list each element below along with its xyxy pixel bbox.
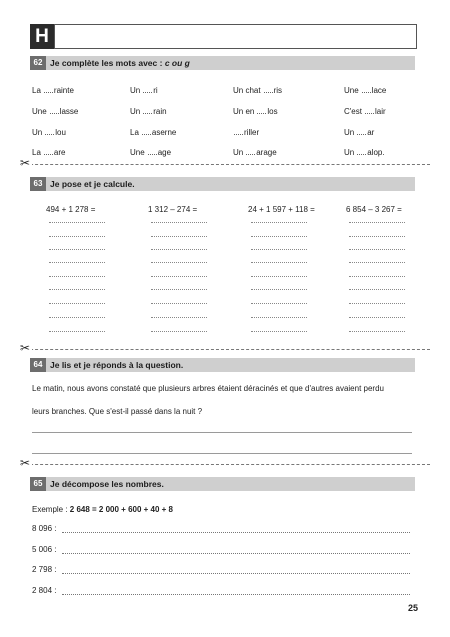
word-item	[233, 128, 259, 137]
blank-field[interactable]	[357, 148, 366, 155]
operation-label: 24 + 1 597 + 118 =	[248, 205, 315, 214]
operation-label: 494 + 1 278 =	[46, 205, 96, 214]
blank-field[interactable]	[45, 128, 54, 135]
word-prefix: Une	[130, 148, 145, 157]
work-line[interactable]	[349, 303, 405, 304]
word-suffix: age	[157, 148, 172, 157]
work-line[interactable]	[49, 303, 105, 304]
word-suffix: ar	[367, 128, 375, 137]
exercise-65-header	[30, 477, 415, 491]
number-label: 8 096 :	[32, 524, 57, 533]
exercise-number: 64	[30, 358, 46, 372]
scissors-icon: ✂	[20, 456, 31, 470]
word-suffix: rainte	[53, 86, 74, 95]
word-prefix: La	[130, 128, 139, 137]
scissors-icon: ✂	[20, 341, 31, 355]
number-label: 2 798 :	[32, 565, 57, 574]
answer-line[interactable]	[62, 532, 410, 533]
blank-field[interactable]	[357, 128, 366, 135]
question-text-line-2: leurs branches. Que s'est-il passé dans la nuit ?	[32, 407, 203, 416]
word-suffix: rain	[153, 107, 167, 116]
exercise-title: Je décompose les nombres.	[50, 479, 164, 489]
word-suffix: lou	[55, 128, 66, 137]
operation-label: 1 312 – 274 =	[148, 205, 198, 214]
exercise-number: 65	[30, 477, 46, 491]
work-line[interactable]	[349, 289, 405, 290]
work-line[interactable]	[251, 289, 307, 290]
answer-line[interactable]	[62, 594, 410, 595]
work-line[interactable]	[49, 262, 105, 263]
number-label: 5 006 :	[32, 545, 57, 554]
example-label: Exemple :	[32, 505, 70, 514]
work-line[interactable]	[251, 222, 307, 223]
word-suffix: lair	[374, 107, 386, 116]
word-suffix: lace	[371, 86, 387, 95]
blank-field[interactable]	[148, 148, 157, 155]
scissors-icon: ✂	[20, 156, 31, 170]
word-item	[32, 86, 74, 95]
work-line[interactable]	[151, 331, 207, 332]
work-line[interactable]	[49, 331, 105, 332]
work-line[interactable]	[251, 331, 307, 332]
work-line[interactable]	[349, 262, 405, 263]
word-item	[130, 107, 167, 116]
word-prefix: La	[32, 148, 41, 157]
exercise-title: Je lis et je réponds à la question.	[50, 360, 184, 370]
word-suffix: riller	[244, 128, 260, 137]
word-item	[32, 128, 66, 137]
example-line	[32, 505, 173, 514]
word-item	[130, 86, 158, 95]
word-item	[233, 86, 282, 95]
blank-field[interactable]	[365, 107, 374, 114]
work-line[interactable]	[251, 303, 307, 304]
title-letters: c ou g	[164, 58, 190, 68]
work-line[interactable]	[251, 317, 307, 318]
work-line[interactable]	[251, 262, 307, 263]
word-prefix: Un	[130, 107, 141, 116]
word-item	[344, 86, 386, 95]
question-text-line-1: Le matin, nous avons constaté que plusieurs arbres étaient déracinés et que d'autres avaient perdu	[32, 384, 384, 393]
work-line[interactable]	[349, 236, 405, 237]
word-item	[130, 148, 171, 157]
work-line[interactable]	[151, 317, 207, 318]
work-line[interactable]	[349, 331, 405, 332]
work-line[interactable]	[151, 249, 207, 250]
word-suffix: los	[267, 107, 278, 116]
example-value: 2 648 = 2 000 + 600 + 40 + 8	[69, 505, 173, 514]
word-prefix: Un	[344, 128, 355, 137]
work-line[interactable]	[49, 317, 105, 318]
section-letter-badge: H	[30, 24, 54, 49]
word-item	[344, 107, 386, 116]
blank-field[interactable]	[362, 86, 371, 93]
work-line[interactable]	[349, 317, 405, 318]
word-prefix: Un	[233, 148, 244, 157]
word-suffix: ri	[153, 86, 158, 95]
word-prefix: Une	[32, 107, 47, 116]
answer-line[interactable]	[62, 553, 410, 554]
word-suffix: aserne	[151, 128, 177, 137]
work-line[interactable]	[151, 303, 207, 304]
word-prefix: Une	[344, 86, 359, 95]
word-suffix: lasse	[59, 107, 79, 116]
blank-field[interactable]	[257, 107, 266, 114]
work-line[interactable]	[349, 276, 405, 277]
work-line[interactable]	[151, 262, 207, 263]
word-suffix: alop.	[367, 148, 385, 157]
exercise-number: 62	[30, 56, 46, 70]
work-line[interactable]	[151, 236, 207, 237]
word-item	[344, 148, 385, 157]
work-line[interactable]	[251, 249, 307, 250]
word-item	[32, 148, 65, 157]
word-prefix: C'est	[344, 107, 362, 116]
word-item	[130, 128, 176, 137]
blank-field[interactable]	[44, 86, 53, 93]
work-line[interactable]	[151, 222, 207, 223]
number-label: 2 804 :	[32, 586, 57, 595]
exercise-number: 63	[30, 177, 46, 191]
answer-line[interactable]	[62, 573, 410, 574]
word-suffix: arage	[256, 148, 277, 157]
word-prefix: Un	[344, 148, 355, 157]
work-line[interactable]	[49, 276, 105, 277]
word-prefix: Un	[130, 86, 141, 95]
word-item	[32, 107, 78, 116]
section-header-box	[54, 24, 417, 49]
work-line[interactable]	[151, 276, 207, 277]
exercise-62-header	[30, 56, 415, 70]
work-line[interactable]	[49, 289, 105, 290]
work-line[interactable]	[349, 249, 405, 250]
blank-field[interactable]	[50, 107, 59, 114]
cut-line	[20, 349, 430, 350]
word-prefix: Un en	[233, 107, 255, 116]
blank-field[interactable]	[142, 128, 151, 135]
cut-line	[20, 464, 430, 465]
blank-field[interactable]	[234, 128, 243, 135]
blank-field[interactable]	[246, 148, 255, 155]
word-prefix: La	[32, 86, 41, 95]
exercise-64-header	[30, 358, 415, 372]
blank-field[interactable]	[44, 148, 53, 155]
work-line[interactable]	[49, 222, 105, 223]
word-suffix: ris	[273, 86, 283, 95]
word-item	[233, 148, 277, 157]
word-item	[233, 107, 278, 116]
exercise-63-header	[30, 177, 415, 191]
page-number: 25	[407, 603, 418, 613]
exercise-title	[50, 56, 190, 70]
cut-line	[20, 164, 430, 165]
work-line[interactable]	[251, 276, 307, 277]
work-line[interactable]	[49, 236, 105, 237]
blank-field[interactable]	[143, 107, 152, 114]
word-item	[344, 128, 374, 137]
word-prefix: Un	[32, 128, 43, 137]
blank-field[interactable]	[264, 86, 273, 93]
title-text: Je complète les mots avec :	[50, 58, 165, 68]
work-line[interactable]	[151, 289, 207, 290]
exercise-title: Je pose et je calcule.	[50, 179, 135, 189]
work-line[interactable]	[49, 249, 105, 250]
answer-line[interactable]	[32, 453, 412, 454]
blank-field[interactable]	[143, 86, 152, 93]
word-prefix: Un chat	[233, 86, 261, 95]
word-suffix: are	[53, 148, 66, 157]
work-line[interactable]	[251, 236, 307, 237]
answer-line[interactable]	[32, 432, 412, 433]
work-line[interactable]	[349, 222, 405, 223]
operation-label: 6 854 – 3 267 =	[346, 205, 402, 214]
